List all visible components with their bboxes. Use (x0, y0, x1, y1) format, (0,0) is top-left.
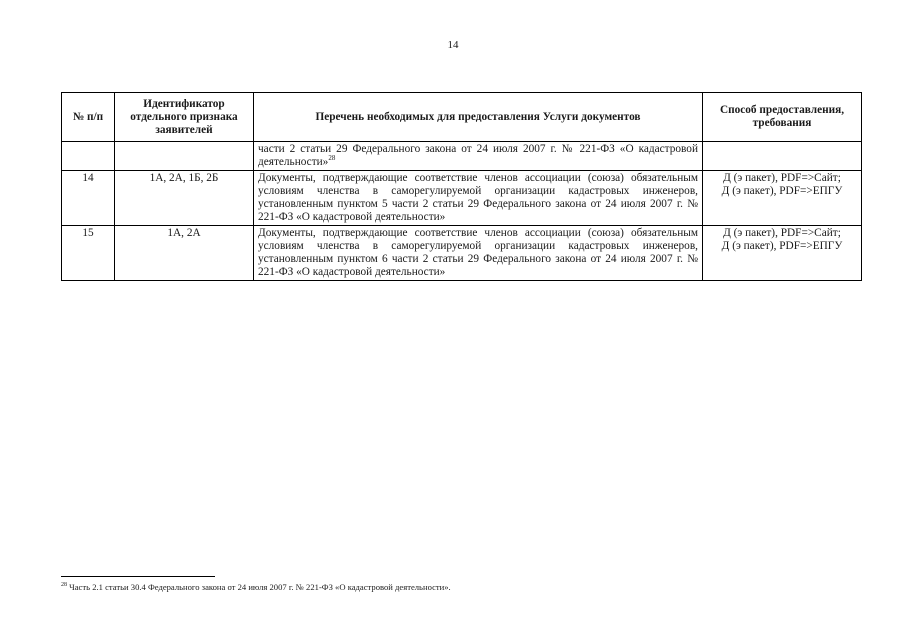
method-line: Д (э пакет), PDF=>Сайт; (723, 172, 841, 184)
footnote-reference: 28 (328, 154, 336, 163)
method-line: Д (э пакет), PDF=>ЕПГУ (721, 185, 843, 197)
footnote-marker: 28 (61, 582, 67, 589)
header-method: Способ предоставления, требования (703, 93, 862, 142)
row-number (62, 142, 115, 171)
row-documents-text: части 2 статьи 29 Федерального закона от 24 июля 2007 г. № 221-ФЗ «О кадастровой деятельности» (258, 143, 698, 168)
table-row (62, 226, 862, 281)
documents-table (61, 92, 862, 281)
header-identifier: Идентификатор отдельного признака заявителей (115, 93, 254, 142)
row-documents (254, 142, 703, 171)
row-documents: Документы, подтверждающие соответствие членов ассоциации (союза) обязательным условиям членства в саморегулируемой организации кадастровых инженеров, установленным пунктом 6 части 2 статьи 29 Федерального закона от 24 июля 2007 г. № 221-ФЗ «О кадастровой деятельности» (254, 226, 703, 281)
row-method (703, 142, 862, 171)
row-number: 15 (62, 226, 115, 281)
row-identifier: 1А, 2А, 1Б, 2Б (115, 171, 254, 226)
footnote (61, 582, 841, 593)
method-line: Д (э пакет), PDF=>ЕПГУ (721, 240, 843, 252)
row-method (703, 171, 862, 226)
table-header-row (62, 93, 862, 142)
footnote-text: Часть 2.1 статьи 30.4 Федерального закона от 24 июля 2007 г. № 221-ФЗ «О кадастровой деятельности». (69, 582, 451, 592)
method-line: Д (э пакет), PDF=>Сайт; (723, 227, 841, 239)
row-documents: Документы, подтверждающие соответствие членов ассоциации (союза) обязательным условиям членства в саморегулируемой организации кадастровых инженеров, установленным пунктом 5 части 2 статьи 29 Федерального закона от 24 июля 2007 г. № 221-ФЗ «О кадастровой деятельности» (254, 171, 703, 226)
row-number: 14 (62, 171, 115, 226)
footnote-separator (61, 576, 215, 577)
header-number: № п/п (62, 93, 115, 142)
page-number: 14 (447, 39, 459, 51)
table-row (62, 171, 862, 226)
row-method (703, 226, 862, 281)
row-identifier (115, 142, 254, 171)
header-documents: Перечень необходимых для предоставления Услуги документов (254, 93, 703, 142)
table-row (62, 142, 862, 171)
row-identifier: 1А, 2А (115, 226, 254, 281)
